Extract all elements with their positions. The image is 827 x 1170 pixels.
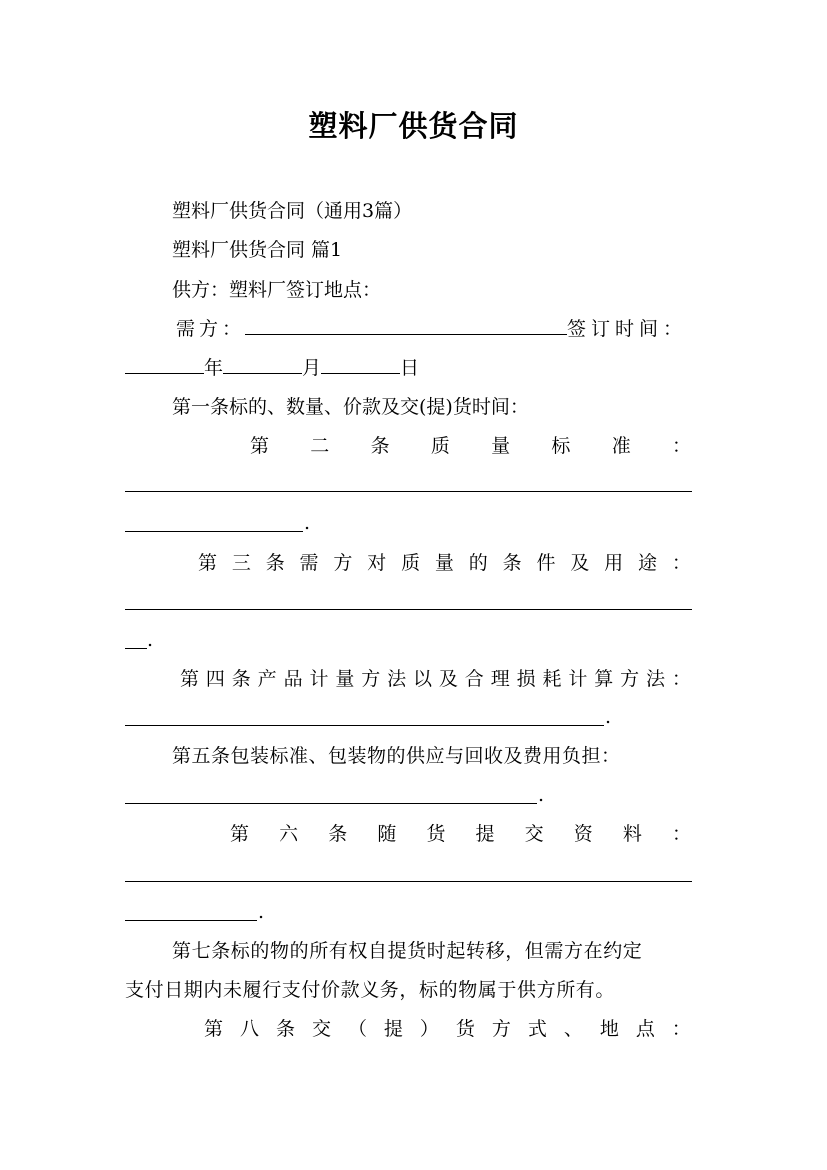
char: 产 [257,668,277,690]
article-6-blank-2[interactable] [125,920,257,921]
article-2-blank[interactable] [125,491,692,492]
char: 量 [335,668,355,690]
char: 第 [204,1018,224,1040]
char: 方 [333,552,353,574]
char: 随 [377,823,397,845]
char: 条 [275,1018,295,1040]
char: 计 [568,668,588,690]
char: 资 [573,823,593,845]
char: 条 [502,552,522,574]
year-blank[interactable] [125,356,204,374]
char: ： [671,435,691,457]
char: 地 [599,1018,619,1040]
char: 用 [604,552,624,574]
article-6-blank[interactable] [125,881,692,882]
char: 六 [279,823,299,845]
sign-time-label: 签订时间： [567,318,688,340]
char: 及 [438,668,458,690]
char: 八 [239,1018,259,1040]
buyer-blank[interactable] [245,317,567,335]
char: 第 [180,668,200,690]
period: . [147,629,154,651]
char: ） [419,1018,439,1040]
char: 条 [370,435,390,457]
char: 品 [283,668,303,690]
char: ： [671,1018,691,1040]
char: 点 [635,1018,655,1040]
char: 法 [646,668,666,690]
char: 量 [434,552,454,574]
char: 以 [413,668,433,690]
char: 量 [491,435,511,457]
char: 第 [198,552,218,574]
char: 、 [563,1018,583,1040]
article-7-line-2: 支付日期内未履行支付价款义务，标的物属于供方所有。 [125,979,616,1001]
article-2-blank-2[interactable] [125,531,303,532]
article-6 [230,822,691,846]
period: . [538,784,545,806]
char: 方 [361,668,381,690]
char: ： [671,668,691,690]
article-3-blank[interactable] [125,609,692,610]
char: 条 [328,823,348,845]
article-1: 第一条标的、数量、价款及交(提)货时间： [172,396,529,418]
char: 标 [551,435,571,457]
char: 对 [367,552,387,574]
article-8 [204,1017,691,1041]
article-5: 第五条包装标准、包装物的供应与回收及费用负担： [172,745,621,767]
char: 第 [250,435,270,457]
char: ： [671,823,691,845]
article-4-blank[interactable] [125,725,604,726]
day-blank[interactable] [321,356,400,374]
char: 理 [490,668,510,690]
article-3-blank-2[interactable] [125,648,147,649]
char: 货 [426,823,446,845]
char: 的 [468,552,488,574]
char: 条 [231,668,251,690]
char: 四 [205,668,225,690]
article-3 [198,551,691,575]
char: 合 [464,668,484,690]
day-label: 日 [400,357,420,379]
article-5-blank[interactable] [125,803,537,804]
char: 质 [401,552,421,574]
buyer-line [176,317,691,341]
buyer-label: 需方： [176,318,246,340]
month-label: 月 [302,357,322,379]
char: 件 [536,552,556,574]
char: 条 [265,552,285,574]
date-line [125,356,419,380]
char: 三 [231,552,251,574]
char: 交 [311,1018,331,1040]
char: ： [671,552,691,574]
document-title: 塑料厂供货合同 [308,109,519,143]
year-label: 年 [204,357,224,379]
char: 质 [430,435,450,457]
char: 计 [309,668,329,690]
char: 第 [230,823,250,845]
char: 需 [299,552,319,574]
char: 法 [387,668,407,690]
period: . [605,706,612,728]
char: 算 [594,668,614,690]
article-4 [180,667,691,691]
char: 及 [570,552,590,574]
char: 料 [622,823,642,845]
section-heading: 塑料厂供货合同 篇1 [172,239,343,261]
char: 方 [620,668,640,690]
char: 准 [611,435,631,457]
supplier-line: 供方：塑料厂签订地点： [172,279,382,301]
subtitle-line: 塑料厂供货合同（通用3篇） [172,200,413,222]
char: 损 [516,668,536,690]
month-blank[interactable] [223,356,302,374]
char: 交 [524,823,544,845]
period: . [258,901,265,923]
char: 提 [475,823,495,845]
period: . [304,512,311,534]
char: 二 [310,435,330,457]
char: 方 [491,1018,511,1040]
char: 式 [527,1018,547,1040]
char: 途 [637,552,657,574]
article-7-line-1: 第七条标的物的所有权自提货时起转移，但需方在约定 [172,940,643,962]
article-2 [250,434,691,458]
char: 货 [455,1018,475,1040]
char: 耗 [542,668,562,690]
char: 提 [383,1018,403,1040]
char: （ [347,1018,367,1040]
